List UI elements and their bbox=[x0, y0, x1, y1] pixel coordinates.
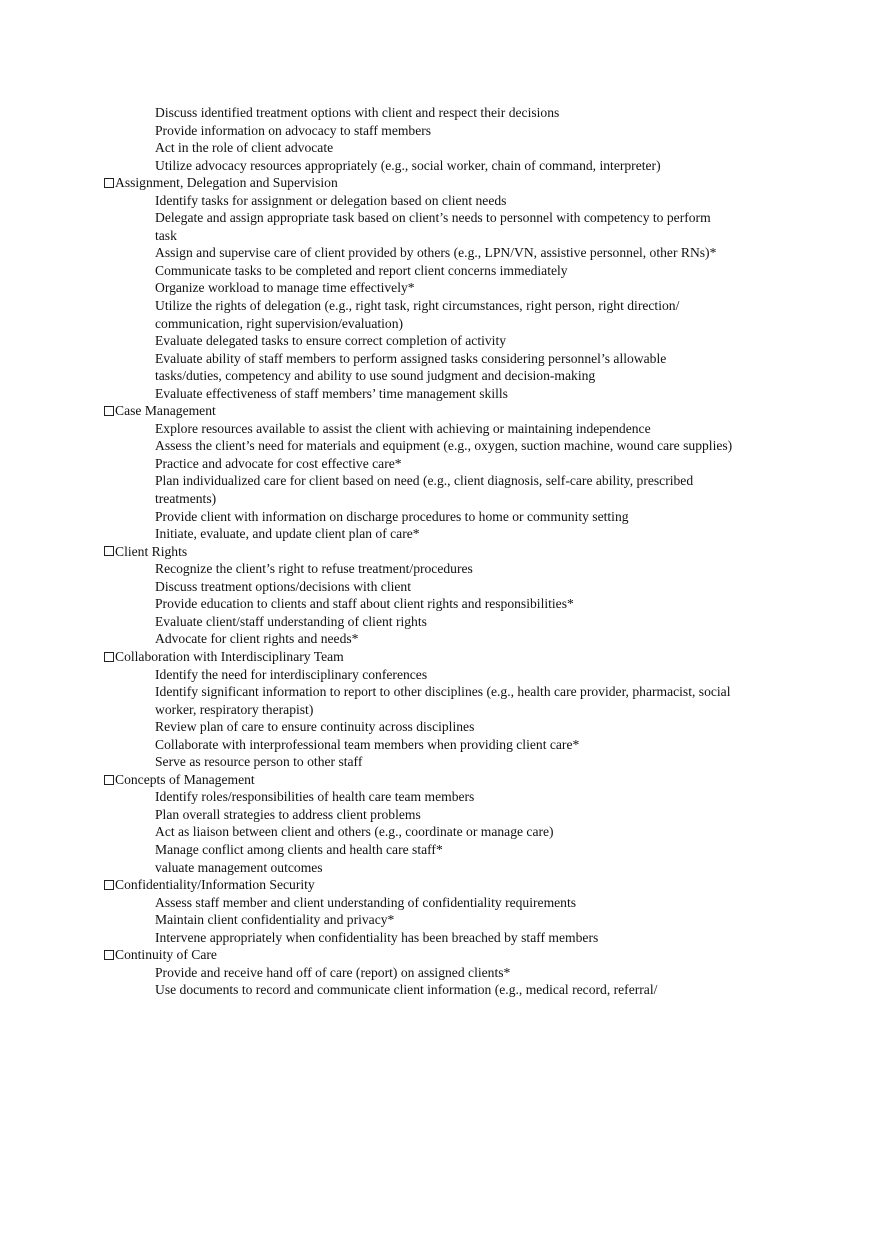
checkbox[interactable] bbox=[104, 546, 114, 556]
list-item: Provide information on advocacy to staff members bbox=[155, 122, 432, 138]
list-item: Assess staff member and client understanding of confidentiality requirements bbox=[155, 894, 577, 910]
list-item: Identify significant information to report to other disciplines (e.g., health care provider, pharmacist, social worker, respiratory therapist) bbox=[155, 684, 731, 717]
list-item: Delegate and assign appropriate task based on client’s needs to personnel with competency to perform task bbox=[155, 210, 711, 243]
list-item: Communicate tasks to be completed and report client concerns immediately bbox=[155, 262, 568, 278]
section-heading bbox=[0, 876, 880, 894]
list-item: Recognize the client’s right to refuse treatment/procedures bbox=[155, 561, 473, 577]
list-item: Discuss identified treatment options with client and respect their decisions bbox=[155, 105, 560, 120]
checkbox[interactable] bbox=[104, 950, 114, 960]
list-item: Evaluate delegated tasks to ensure correct completion of activity bbox=[155, 333, 507, 349]
list-item: Organize workload to manage time effectively* bbox=[155, 280, 415, 296]
checkbox[interactable] bbox=[104, 178, 114, 188]
section-collaboration bbox=[0, 648, 880, 771]
section-case-management bbox=[0, 402, 880, 542]
list-item: Act in the role of client advocate bbox=[155, 140, 334, 156]
list-item: Plan overall strategies to address client problems bbox=[155, 806, 421, 822]
lead-items bbox=[0, 104, 880, 174]
list-item: Utilize advocacy resources appropriately (e.g., social worker, chain of command, interpreter) bbox=[155, 157, 661, 173]
list-item: Advocate for client rights and needs* bbox=[155, 631, 359, 647]
list-item: Practice and advocate for cost effective care* bbox=[155, 455, 402, 471]
list-item: Explore resources available to assist the client with achieving or maintaining independence bbox=[155, 420, 651, 436]
section-title: Confidentiality/Information Security bbox=[115, 877, 315, 893]
section-heading bbox=[0, 946, 880, 964]
section-concepts-of-management bbox=[0, 771, 880, 876]
section-assignment-delegation bbox=[0, 174, 880, 402]
section-client-rights bbox=[0, 543, 880, 648]
section-continuity-of-care bbox=[0, 946, 880, 999]
checkbox[interactable] bbox=[104, 775, 114, 785]
list-item: Use documents to record and communicate client information (e.g., medical record, referral/ bbox=[155, 982, 658, 998]
checkbox[interactable] bbox=[104, 406, 114, 416]
list-item: Evaluate client/staff understanding of client rights bbox=[155, 613, 427, 629]
list-item: Provide and receive hand off of care (report) on assigned clients* bbox=[155, 964, 511, 980]
section-heading bbox=[0, 402, 880, 420]
list-item: Identify tasks for assignment or delegation based on client needs bbox=[155, 192, 507, 208]
list-item: Intervene appropriately when confidentiality has been breached by staff members bbox=[155, 929, 599, 945]
list-item: Manage conflict among clients and health care staff* bbox=[155, 841, 443, 857]
list-item: Evaluate effectiveness of staff members’ time management skills bbox=[155, 385, 508, 401]
list-item: Initiate, evaluate, and update client plan of care* bbox=[155, 526, 420, 542]
section-heading bbox=[0, 771, 880, 789]
list-item: Assess the client’s need for materials and equipment (e.g., oxygen, suction machine, wound care supplies) bbox=[155, 438, 733, 454]
list-item: Provide client with information on discharge procedures to home or community setting bbox=[155, 508, 629, 524]
section-title: Client Rights bbox=[115, 543, 188, 559]
section-heading bbox=[0, 543, 880, 561]
section-title: Assignment, Delegation and Supervision bbox=[115, 175, 338, 191]
section-title: Collaboration with Interdisciplinary Team bbox=[115, 648, 344, 664]
list-item: Plan individualized care for client based on need (e.g., client diagnosis, self-care ability, prescribed treatments) bbox=[155, 473, 694, 507]
list-item: Serve as resource person to other staff bbox=[155, 754, 363, 770]
section-title: Concepts of Management bbox=[115, 771, 255, 787]
section-confidentiality bbox=[0, 876, 880, 946]
checkbox[interactable] bbox=[104, 652, 114, 662]
checkbox[interactable] bbox=[104, 880, 114, 890]
section-heading bbox=[0, 174, 880, 192]
list-item: Identify the need for interdisciplinary conferences bbox=[155, 666, 428, 682]
list-item: Assign and supervise care of client provided by others (e.g., LPN/VN, assistive personnel, other RNs)* bbox=[155, 245, 717, 261]
list-item: Utilize the rights of delegation (e.g., right task, right circumstances, right person, right direction/ communication, right supervision/evaluation) bbox=[155, 298, 680, 331]
list-item: Identify roles/responsibilities of health care team members bbox=[155, 789, 475, 805]
list-item: Discuss treatment options/decisions with client bbox=[155, 578, 411, 594]
section-title: Case Management bbox=[115, 403, 216, 419]
list-item: Review plan of care to ensure continuity across disciplines bbox=[155, 719, 475, 735]
list-item: valuate management outcomes bbox=[155, 859, 323, 875]
list-item: Act as liaison between client and others (e.g., coordinate or manage care) bbox=[155, 824, 554, 840]
list-item: Collaborate with interprofessional team members when providing client care* bbox=[155, 736, 580, 752]
section-title: Continuity of Care bbox=[115, 947, 217, 963]
list-item: Maintain client confidentiality and privacy* bbox=[155, 912, 395, 928]
list-item: Provide education to clients and staff about client rights and responsibilities* bbox=[155, 596, 574, 612]
section-heading bbox=[0, 648, 880, 666]
list-item: Evaluate ability of staff members to perform assigned tasks considering personnel’s allowable tasks/duties, competency and ability to use sound judgment and decision-making bbox=[155, 350, 667, 384]
document-page bbox=[0, 104, 880, 999]
